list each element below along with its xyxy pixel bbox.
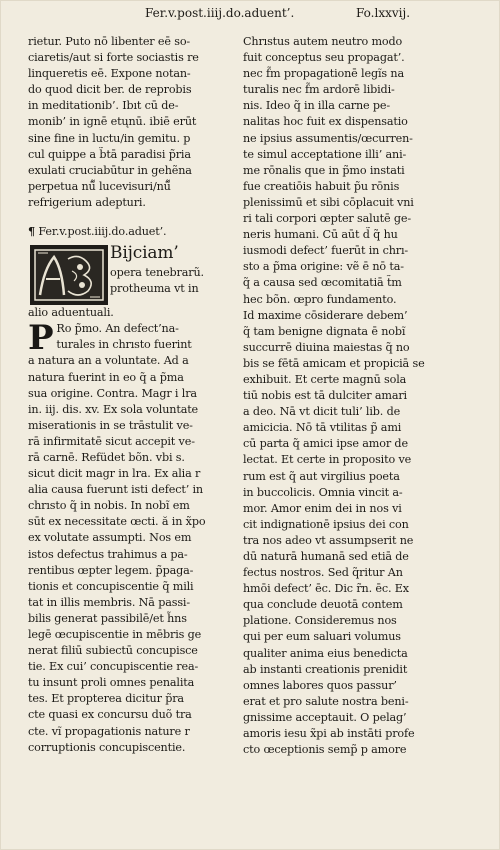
text-line: lectat. Et certe in proposito ve — [243, 453, 412, 467]
right-body-text — [243, 34, 451, 758]
text-line: hec bõn. œpro fundamento. — [243, 292, 397, 306]
text-line: sūt ex necessitate œcti. ă in x̃po — [28, 515, 206, 529]
text-line: ri tali corpori œpter salutē ge‑ — [243, 212, 411, 226]
text-line: istos defectus trahimus a pa‑ — [28, 547, 188, 561]
text-line: refrigerium adepturi. — [28, 195, 146, 209]
text-line: natura fuerint in eo q̃ a p̃ma — [28, 370, 184, 384]
text-line: linqueretis eē. Expone notan‑ — [28, 67, 191, 81]
text-line: hmōi defect’ ēc. Dic r̃n. ēc. Ex — [243, 582, 409, 596]
text-line: legē œcupiscentie in mēbris ge — [28, 628, 202, 641]
text-line: mor. Amor enim dei in nos vi — [243, 501, 402, 515]
text-line: fuit conceptus seu propagat’. — [243, 51, 405, 65]
section-heading-text: Fer.v.post.iiij.do.aduet’. — [38, 225, 167, 239]
left-body-text — [28, 318, 234, 756]
text-line: cto œceptionis semp̃ p amore — [243, 743, 407, 757]
text-line: tu insunt proli omnes penalita — [28, 676, 195, 690]
text-line: do quod dicit ber. de reprobis — [28, 83, 192, 97]
text-line: a natura an a voluntate. Ad a — [28, 354, 189, 368]
text-line: in. iij. dis. xv. Ex sola voluntate — [28, 402, 199, 416]
text-line: nis. Ideo q̃ in illa carne pe‑ — [243, 99, 391, 113]
initial-side-text — [110, 243, 235, 297]
text-line: Chrıstus autem neutro modo — [243, 35, 403, 48]
initial-block — [28, 243, 234, 305]
text-line: amoris iesu x̃pi ab instāti profe — [243, 727, 415, 741]
text-line: rā carnē. Refüdet bõn. vbi s. — [28, 450, 185, 464]
text-line: qualiter anima eius benedicta — [243, 646, 408, 660]
text-line: a deo. Nā vt dicit tuli’ lib. de — [243, 405, 401, 419]
text-line: platione. Consideremus nos — [243, 614, 397, 628]
text-line: miserationis in se trāstulit ve‑ — [28, 418, 193, 432]
running-head — [0, 6, 500, 26]
initial-word: Bijciam’ — [110, 243, 179, 264]
text-line: rietur. Puto nō libenter eē so‑ — [28, 35, 191, 48]
text-line: sine fine in luctu/in gemitu. p — [28, 131, 191, 145]
text-line: succurrē diuina maiestas q̃ no — [243, 340, 410, 354]
text-line: erat et pro salute nostra beni‑ — [243, 694, 409, 708]
text-line: Id maxime cōsiderare debem’ — [243, 308, 408, 322]
text-line: nerat filiū subiectū concupisce — [28, 644, 198, 658]
text-line: monib’ in ignē etųnū. ibiē erūt — [28, 115, 197, 129]
text-line: te simul acceptatione illi’ ani‑ — [243, 147, 407, 161]
text-line: corruptionis concupiscentie. — [28, 740, 186, 754]
running-title: Fer.v.post.iiij.do.aduent’. — [145, 6, 295, 20]
text-line: opera tenebrarũ. — [110, 266, 204, 280]
text-line: plenissimū et sibi cōplacuit vni — [243, 195, 414, 209]
text-line: tra nos adeo vt assumpserit ne — [243, 533, 414, 547]
text-line: omnes labores quos passur’ — [243, 678, 397, 692]
text-line: me rōnalis que in p̃mo instati — [243, 163, 405, 177]
text-line: protheuma vt in — [110, 282, 199, 296]
text-line: cul quippe a b̃tā paradisi p̃ria — [28, 147, 191, 161]
section-heading — [28, 223, 234, 239]
text-line: fue creatiōis habuit p̃u rōnis — [243, 179, 400, 193]
text-line: cit indignationē ipsius dei con — [243, 517, 409, 531]
text-line: qua conclude deuotā contem — [243, 598, 403, 612]
text-line: chrısto q̃ in nobis. In nobĩ em — [28, 499, 190, 513]
text-line: amicicia. Nō tā vtilitas p̃ ami — [243, 421, 402, 435]
text-line: tie. Ex cui’ concupiscentie rea‑ — [28, 660, 199, 674]
text-line: sicut dicit magr in lra. Ex alia r — [28, 467, 201, 481]
text-line: in meditationib’. Ibıt cū de‑ — [28, 99, 179, 113]
text-line: turalis nec f̃m ardorē libidi‑ — [243, 83, 395, 97]
text-line: q̃ tam benigne dignata ē nobĩ — [243, 324, 406, 338]
text-line: exhibuit. Et certe magnū sola — [243, 372, 407, 386]
text-line: nec f̃m propagationē legĩs na — [243, 67, 404, 81]
left-column — [28, 34, 234, 756]
text-line: in buccolicis. Omnia vincit a‑ — [243, 485, 403, 499]
text-line: sua origine. Contra. Magr i lra — [28, 386, 197, 400]
text-line: cte. vĩ propagationis nature r — [28, 724, 190, 738]
text-line: cte quasi ex concursu duõ tra — [28, 708, 192, 722]
paragraph-body — [28, 318, 234, 756]
text-line: tat in illis membris. Nā passi‑ — [28, 595, 190, 609]
text-line: tionis et concupiscentie q̃ mili — [28, 579, 194, 593]
text-line: rentibus œpter legem. p̃paga‑ — [28, 563, 194, 577]
text-line: rā infirmitatē sicut accepit ve‑ — [28, 434, 195, 448]
text-line: alio aduentuali. — [28, 306, 114, 320]
text-line: rum est q̃ aut virgilius poeta — [243, 469, 400, 483]
text-line: sto a p̃ma origine: vẽ ē nō ta‑ — [243, 260, 404, 274]
text-line: gnissime acceptauit. O pelag’ — [243, 710, 407, 724]
left-top-text — [28, 34, 234, 211]
text-line: qui per eum saluari volumus — [243, 630, 401, 644]
text-line: ne ipsius assumentis/œcurren‑ — [243, 131, 413, 145]
text-line: ab instanti creationis prenidit — [243, 662, 408, 676]
pilcrow-icon: ¶ — [28, 224, 35, 239]
text-line: cū parta q̃ amici ipse amor de — [243, 437, 408, 451]
text-line: alia causa fuerunt isti defect’ in — [28, 483, 203, 497]
text-line: bis se fētā amicam et propiciā se — [243, 356, 425, 370]
folio-number: Fo.lxxvij. — [356, 6, 411, 20]
text-line: Ro p̃mo. An defect’na‑ — [56, 322, 179, 336]
woodcut-initial-icon — [30, 245, 108, 305]
text-line: tiū nobis est tā dulciter amari — [243, 389, 407, 403]
paragraph-initial: P — [28, 318, 54, 359]
text-line: turales in chrısto fuerint — [56, 338, 192, 352]
text-line: neris humani. Cū aūt d̃ q̃ hu — [243, 228, 398, 242]
text-line: fectus nostros. Sed q̃ritur An — [243, 566, 403, 580]
right-column — [243, 34, 451, 758]
text-line: exulati cruciabūtur in gehẽna — [28, 163, 192, 177]
text-line: nalitas hoc fuit ex dispensatio — [243, 115, 408, 129]
text-line: perpetua nū̃̃ lucevisuri/nū̃̃ — [28, 179, 171, 193]
text-line: bilis generat passibilē/et h̃ns — [28, 611, 187, 625]
text-line: tes. Et propterea dicitur p̃ra — [28, 692, 184, 706]
text-line: ̃q̃ a causa sed œcomitatiā t̃m — [243, 276, 402, 290]
text-line: ex volutate assumpti. Nos em — [28, 531, 192, 545]
text-line: ciaretis/aut si forte sociastis re — [28, 51, 199, 65]
text-line: dū naturā humanā sed etiā de — [243, 550, 409, 563]
text-line: iusmodi defect’ fuerūt in chrı‑ — [243, 244, 409, 258]
